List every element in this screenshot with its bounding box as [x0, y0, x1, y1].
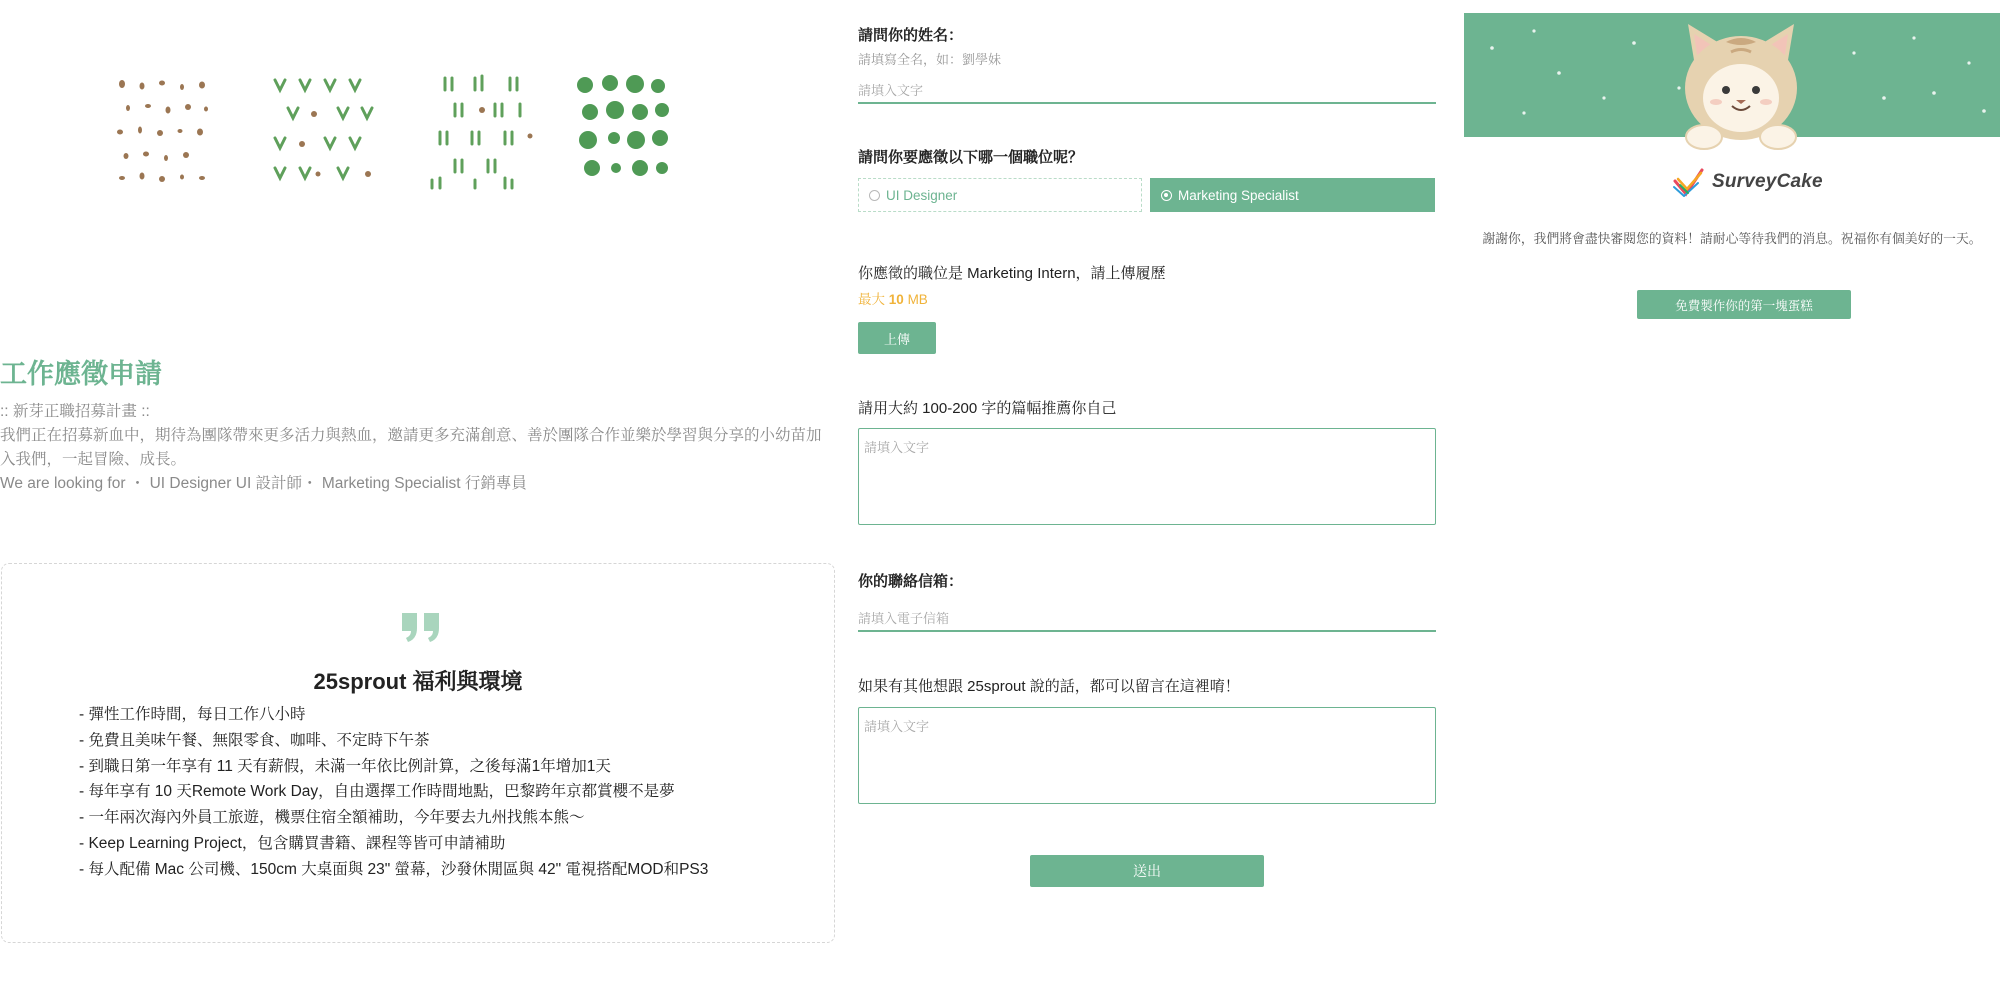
option-label: UI Designer [886, 187, 958, 203]
benefit-item: - 到職日第一年享有 11 天有薪假，未滿一年依比例計算，之後每滿1年增加1天 [79, 757, 611, 775]
position-option-marketing-specialist[interactable] [1150, 178, 1435, 212]
cat-mascot-icon [1666, 20, 1816, 152]
email-input[interactable] [858, 608, 1436, 632]
quote-icon [400, 611, 442, 643]
intro-subtitle: :: 新芽正職招募計畫 :: [0, 403, 150, 420]
max-size-unit: MB [907, 292, 928, 307]
intro-text [0, 400, 835, 496]
self-intro-question-label: 請用大約 100-200 字的篇幅推薦你自己 [858, 400, 1117, 417]
benefits-title: 25sprout 福利與環境 [313, 669, 523, 694]
benefits-list [79, 702, 708, 883]
benefit-item: - Keep Learning Project，包含購買書籍、課程等皆可申請補助 [79, 834, 506, 852]
upload-button[interactable]: 上傳 [858, 322, 936, 354]
surveycake-logo-icon [1672, 167, 1704, 197]
benefit-item: - 彈性工作時間，每日工作八小時 [79, 706, 306, 723]
radio-unchecked-icon [869, 190, 880, 201]
max-size-prefix: 最大 [858, 292, 885, 307]
message-textarea[interactable] [858, 707, 1436, 804]
page-title: 工作應徵申請 [0, 359, 162, 389]
benefit-item: - 每人配備 Mac 公司機、150cm 大桌面與 23" 螢幕，沙發休閒區與 42" 電視搭配MOD和PS3 [79, 860, 709, 878]
name-question-hint: 請填寫全名，如：劉學妹 [858, 52, 1002, 67]
submit-button[interactable]: 送出 [1030, 855, 1264, 887]
message-question-label: 如果有其他想跟 25sprout 說的話，都可以留言在這裡唷！ [858, 678, 1240, 695]
create-survey-button[interactable]: 免費製作你的第一塊蛋糕 [1637, 290, 1851, 319]
max-size-value: 10 [888, 292, 904, 307]
name-input[interactable] [858, 80, 1436, 104]
position-question-label: 請問你要應徵以下哪一個職位呢？ [858, 149, 1084, 166]
surveycake-brand: SurveyCake [1712, 171, 1823, 192]
benefit-item: - 一年兩次海內外員工旅遊，機票住宿全額補助，今年要去九州找熊本熊～ [79, 809, 585, 827]
surveycake-logo [1672, 166, 1823, 198]
email-question-label: 你的聯絡信箱： [858, 573, 964, 590]
option-label: Marketing Specialist [1178, 187, 1299, 203]
name-question-label: 請問你的姓名： [858, 27, 964, 44]
benefit-item: - 免費且美味午餐、無限零食、咖啡、不定時下午茶 [79, 731, 430, 749]
self-intro-textarea[interactable] [858, 428, 1436, 525]
position-option-ui-designer[interactable] [858, 178, 1142, 212]
benefit-item: - 每年享有 10 天Remote Work Day，自由選擇工作時間地點，巴黎跨年京都賞櫻不是夢 [79, 783, 675, 801]
intro-body: 我們正在招募新血中，期待為團隊帶來更多活力與熱血，邀請更多充滿創意、善於團隊合作並樂於學習與分享的小幼苗加入我們，一起冒險、成長。 [0, 427, 822, 468]
sprout-illustration-icon [110, 70, 730, 190]
thank-you-message: 謝謝你，我們將會盡快審閱您的資料！請耐心等待我們的消息。祝福你有個美好的一天。 [1482, 231, 1982, 246]
radio-checked-icon [1161, 190, 1172, 201]
upload-max-size [858, 288, 928, 308]
intro-looking-for: We are looking for ・ UI Designer UI 設計師・ Marketing Specialist 行銷專員 [0, 475, 527, 492]
upload-question-label: 你應徵的職位是 Marketing Intern，請上傳履歷 [858, 265, 1166, 282]
